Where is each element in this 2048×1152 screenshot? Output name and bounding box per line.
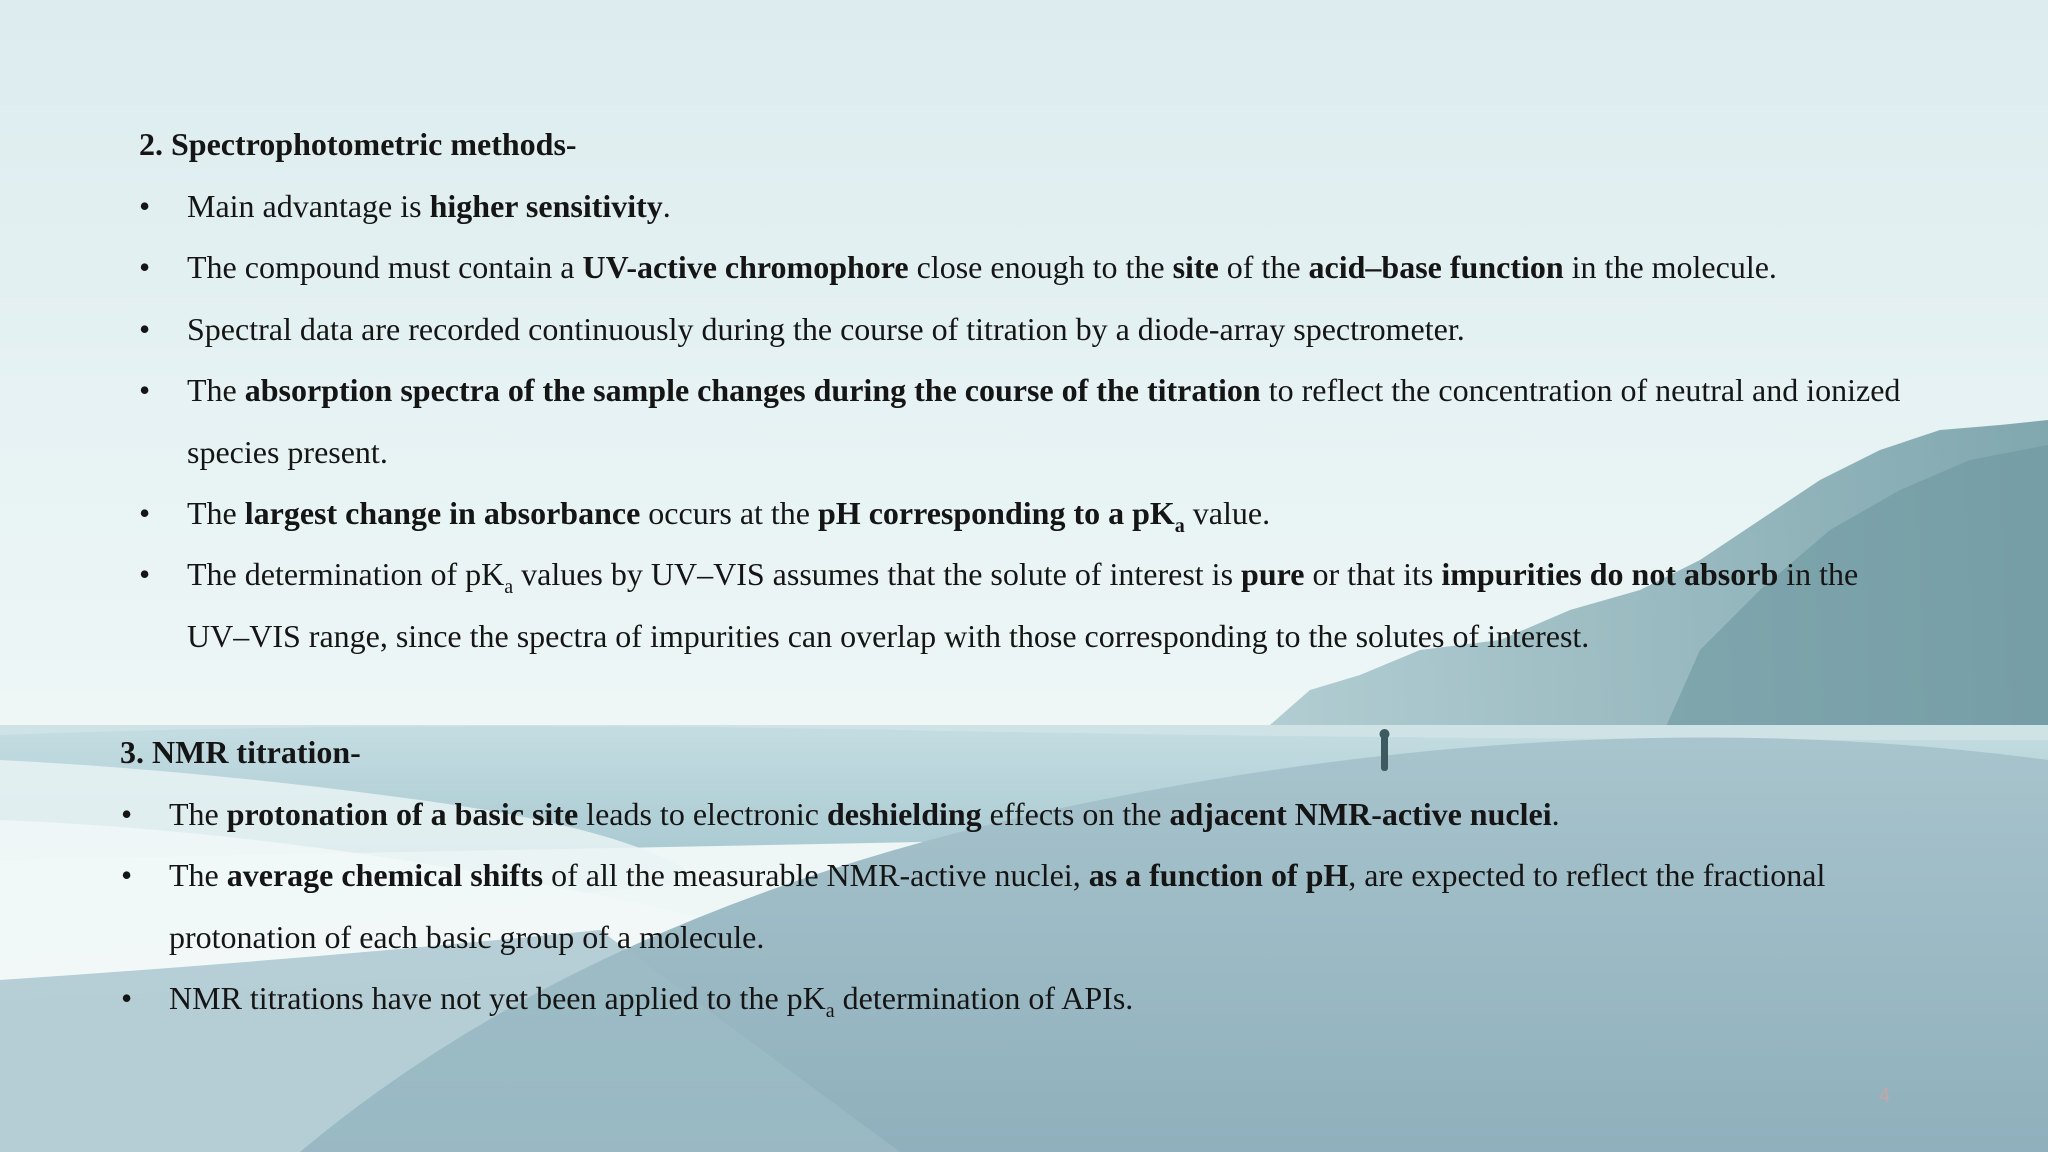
- list-item: • NMR titrations have not yet been applied to the $pK_a$ determination of APIs.: [169, 967, 1909, 1029]
- bullet-marker: •: [139, 372, 151, 408]
- bullet-marker: •: [139, 188, 151, 224]
- bullet-marker: •: [139, 556, 151, 592]
- list-item: • Spectral data are recorded continuously during the course of titration by a diode-array spectrometer.: [187, 298, 1927, 360]
- bullet-marker: •: [139, 311, 151, 347]
- bullet-marker: •: [121, 857, 133, 893]
- list-item: • The average chemical shifts of all the measurable NMR-active nuclei, as a function of pH, are expected to reflect the fractional protonation of each basic group of a molecule.: [169, 844, 1909, 968]
- bullet-marker: •: [139, 249, 151, 285]
- section-heading-spectrophotometric: 2. Spectrophotometric methods-: [139, 126, 577, 162]
- list-item: • The protonation of a basic site leads to electronic deshielding effects on the adjacent NMR-active nuclei.: [169, 783, 1909, 845]
- page-number: 4: [1878, 1085, 1890, 1107]
- bullet-marker: •: [139, 495, 151, 531]
- section-heading-nmr-titration: 3. NMR titration-: [120, 734, 361, 770]
- list-item: • The compound must contain a UV-active chromophore close enough to the site of the acid–base function in the molecule.: [187, 236, 1927, 298]
- list-item: • The absorption spectra of the sample changes during the course of the titration to reflect the concentration of neutral and ionized species present.: [187, 359, 1927, 483]
- bullet-marker: •: [121, 980, 133, 1016]
- list-item: • The determination of $pK_a$ values by UV–VIS assumes that the solute of interest is pure or that its impurities do not absorb in the UV–VIS range, since the spectra of impurities can overlap with those corresponding to the solutes of interest.: [187, 543, 1927, 667]
- list-item: • The largest change in absorbance occurs at the pH corresponding to a $pK_a$ value.: [187, 482, 1927, 544]
- list-item: • Main advantage is higher sensitivity.: [187, 175, 1927, 237]
- bullet-marker: •: [121, 796, 133, 832]
